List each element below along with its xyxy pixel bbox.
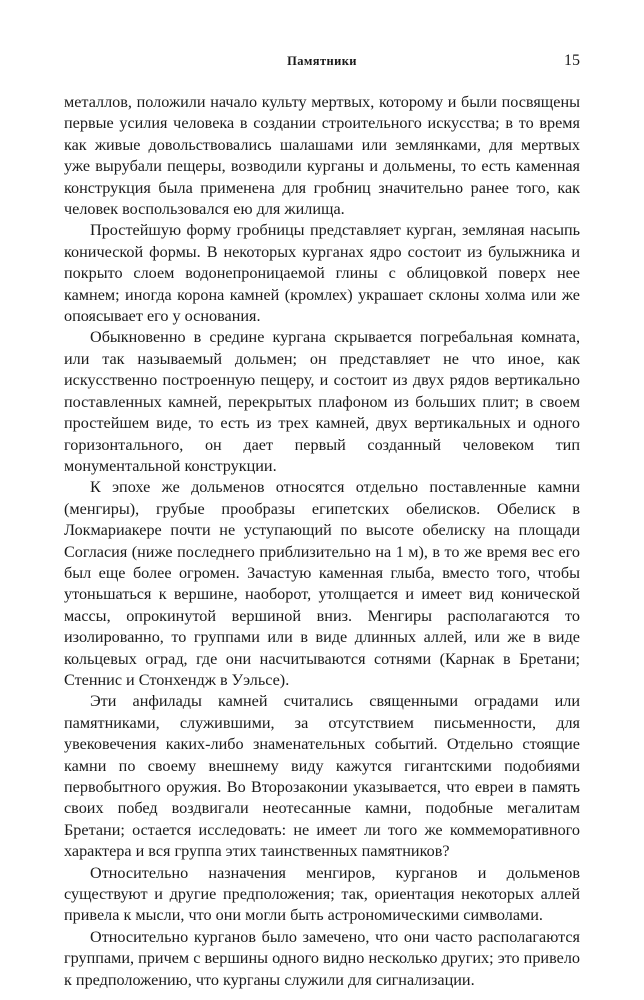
paragraph-2: Простейшую форму гробницы представляет курган, земляная насыпь конической формы. В некоторых курганах ядро состоит из булыжника и покрыто слоем водонепроницаемой глины с облицовкой поверх нее камнем; иногда корона камней (кромлех) украшает склоны холма или же опоясывает его у основания. — [64, 221, 580, 326]
paragraph-4: К эпохе же дольменов относятся отдельно поставленные камни (менгиры), грубые прообразы египетских обелисков. Обелиск в Локмариакере почти не уступающий по высоте обелиску на площади Согласия (ниже последнего приблизительно на 1 м), в то же время вес его был еще более огромен. Зачастую каменная глыба, вместо того, чтобы утоньшаться к вершине, наоборот, утолщается и имеет вид конической массы, опрокинутой вершиной вниз. Менгиры располагаются то изолированно, то группами или в виде длинных аллей, или же в виде кольцевых оград, где они насчитываются сотнями (Карнак в Бретани; Стеннис и Стонхендж в Уэльсе). — [64, 478, 580, 689]
paragraph-1: металлов, положили начало культу мертвых, которому и были посвящены первые усилия человека в создании строительного искусства; в то время как живые довольствовались шалашами или землянками, для мертвых уже вырубали пещеры, возводили курганы и дольмены, то есть каменная конструкция была применена для гробниц значительно ранее того, как человек воспользовался ею для жилища. — [64, 93, 580, 219]
running-head — [64, 52, 580, 76]
paragraph-7: Относительно курганов было замечено, что они часто располагаются группами, причем с вершины одного видно несколько других; это привело к предположению, что курганы служили для сигнализации. — [64, 927, 580, 989]
body-text — [64, 92, 580, 991]
paragraph-3: Обыкновенно в средине кургана скрывается погребальная комната, или так называемый дольмен; он представляет не что иное, как искусственно построенную пещеру, и состоит из двух рядов вертикально поставленных камней, перекрытых плафоном из больших плит; в своем простейшем виде, то есть из трех камней, двух вертикальных и одного горизонтального, он дает первый созданный человеком тип монументальной конструкции. — [64, 328, 580, 475]
paragraph-5: Эти анфилады камней считались священными оградами или памятниками, служившими, за отсутствием письменности, для увековечения каких-либо знаменательных событий. Отдельно стоящие камни по своему внешнему виду кажутся гигантскими подобиями первобытного оружия. Во Второзаконии указывается, что евреи в память своих побед воздвигали неотесанные камни, подобные мегалитам Бретани; остается исследовать: не имеет ли того же коммеморативного характера и вся группа этих таинственных памятников? — [64, 692, 580, 861]
running-title: Памятники — [287, 54, 357, 68]
page-number: 15 — [564, 52, 580, 69]
paragraph-6: Относительно назначения менгиров, курганов и дольменов существуют и другие предположения; так, ориентация некоторых аллей привела к мысли, что они могли быть астрономическими символами. — [64, 863, 580, 925]
